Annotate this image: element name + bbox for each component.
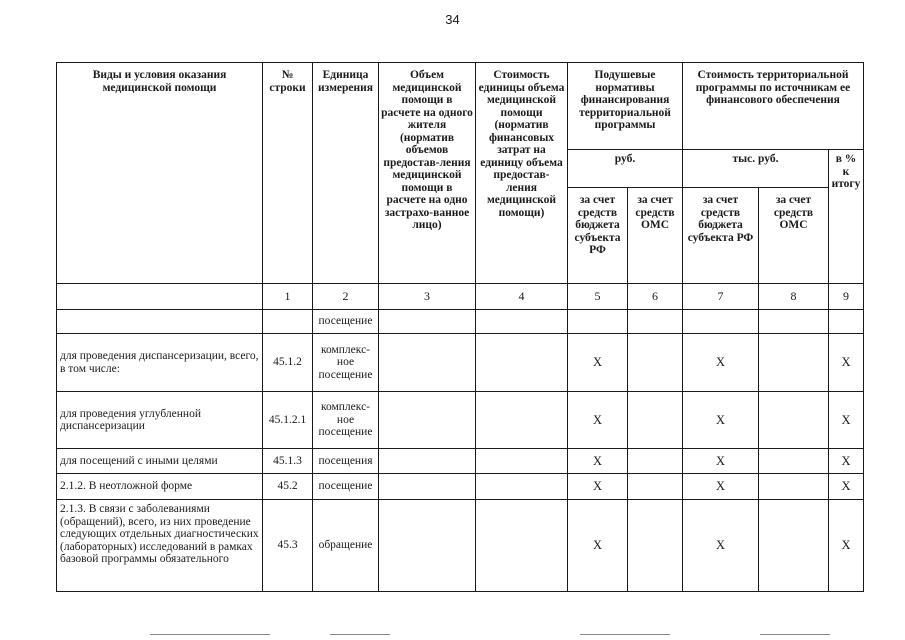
row-name: 2.1.2. В неотложной форме — [57, 474, 263, 500]
cell-cost-budget: Х — [683, 334, 759, 392]
cell-cost-budget: Х — [683, 474, 759, 500]
header-cost-oms: за счет средств ОМС — [759, 188, 829, 284]
header-territorial-cost: Стоимость территориальной программы по источникам ее финансового обеспечения — [683, 63, 864, 150]
scan-artifact-line — [580, 634, 670, 635]
header-per-capita-budget: за счет средств бюджета субъекта РФ — [568, 188, 628, 284]
cell-cost-budget — [683, 310, 759, 334]
medical-care-table — [56, 62, 864, 592]
column-number: 4 — [476, 284, 568, 310]
cell-cost-budget: Х — [683, 500, 759, 592]
cell-cost-oms — [759, 500, 829, 592]
cell-cost-oms — [759, 334, 829, 392]
cell-per-capita-oms — [628, 392, 683, 449]
row-unit: комплекс-ное посещение — [313, 334, 379, 392]
scan-artifact-line — [760, 634, 830, 635]
row-line-number: 45.3 — [263, 500, 313, 592]
cell-volume — [379, 334, 476, 392]
cell-unit-cost — [476, 334, 568, 392]
header-unit: Единица измерения — [313, 63, 379, 284]
cell-cost-oms — [759, 449, 829, 474]
cell-percent-total: Х — [829, 500, 864, 592]
column-number: 8 — [759, 284, 829, 310]
cell-per-capita-oms — [628, 310, 683, 334]
cell-cost-oms — [759, 310, 829, 334]
row-unit: посещение — [313, 474, 379, 500]
cell-per-capita-budget: Х — [568, 392, 628, 449]
header-line-number: № строки — [263, 63, 313, 284]
column-number: 1 — [263, 284, 313, 310]
row-line-number: 45.2 — [263, 474, 313, 500]
cell-cost-budget: Х — [683, 392, 759, 449]
cell-unit-cost — [476, 500, 568, 592]
column-number: 2 — [313, 284, 379, 310]
cell-unit-cost — [476, 392, 568, 449]
row-line-number: 45.1.3 — [263, 449, 313, 474]
cell-unit-cost — [476, 474, 568, 500]
cell-volume — [379, 474, 476, 500]
row-name: для проведения диспансеризации, всего, в том числе: — [57, 334, 263, 392]
cell-cost-oms — [759, 392, 829, 449]
header-thous-rub: тыс. руб. — [683, 150, 829, 188]
column-number: 6 — [628, 284, 683, 310]
column-number — [57, 284, 263, 310]
cell-per-capita-oms — [628, 474, 683, 500]
cell-per-capita-oms — [628, 500, 683, 592]
row-name — [57, 310, 263, 334]
cell-percent-total: Х — [829, 334, 864, 392]
row-line-number — [263, 310, 313, 334]
table-row — [57, 310, 864, 334]
row-unit: посещение — [313, 310, 379, 334]
cell-percent-total: Х — [829, 474, 864, 500]
row-line-number: 45.1.2 — [263, 334, 313, 392]
scan-artifact-line — [330, 634, 390, 635]
cell-per-capita-budget: Х — [568, 500, 628, 592]
column-number: 5 — [568, 284, 628, 310]
cell-per-capita-oms — [628, 334, 683, 392]
table-row — [57, 500, 864, 592]
table-row — [57, 392, 864, 449]
cell-per-capita-budget: Х — [568, 449, 628, 474]
cell-per-capita-budget: Х — [568, 474, 628, 500]
column-number: 9 — [829, 284, 864, 310]
cell-volume — [379, 310, 476, 334]
row-line-number: 45.1.2.1 — [263, 392, 313, 449]
column-number: 3 — [379, 284, 476, 310]
cell-volume — [379, 449, 476, 474]
cell-percent-total: Х — [829, 449, 864, 474]
cell-percent-total: Х — [829, 392, 864, 449]
table-row — [57, 474, 864, 500]
row-name: для посещений с иными целями — [57, 449, 263, 474]
cell-percent-total — [829, 310, 864, 334]
cell-cost-oms — [759, 474, 829, 500]
cell-unit-cost — [476, 449, 568, 474]
row-unit: посещения — [313, 449, 379, 474]
header-rub: руб. — [568, 150, 683, 188]
cell-unit-cost — [476, 310, 568, 334]
header-per-capita-oms: за счет средств ОМС — [628, 188, 683, 284]
cell-per-capita-budget: Х — [568, 334, 628, 392]
row-name: для проведения углубленной диспансеризации — [57, 392, 263, 449]
cell-volume — [379, 500, 476, 592]
header-unit-cost-norm: Стоимость единицы объема медицинской помощи (норматив финансовых затрат на единицу объема предостав-ления медицинской помощи) — [476, 63, 568, 284]
column-number-row — [57, 284, 864, 310]
row-name: 2.1.3. В связи с заболеваниями (обращений), всего, из них проведение следующих отдельных диагностических (лабораторных) исследований в рамках базовой программы обязательного — [57, 500, 263, 592]
cell-per-capita-oms — [628, 449, 683, 474]
table-row — [57, 449, 864, 474]
header-volume-norm: Объем медицинской помощи в расчете на одного жителя (норматив объемов предостав-ления медицинской помощи в расчете на одно застрахо-ванное лицо) — [379, 63, 476, 284]
page-number: 34 — [445, 12, 460, 27]
header-percent-total: в % к итогу — [829, 150, 864, 284]
cell-per-capita-budget — [568, 310, 628, 334]
header-per-capita-norms: Подушевые нормативы финансирования территориальной программы — [568, 63, 683, 150]
row-unit: обращение — [313, 500, 379, 592]
column-number: 7 — [683, 284, 759, 310]
header-cost-budget: за счет средств бюджета субъекта РФ — [683, 188, 759, 284]
header-care-types: Виды и условия оказания медицинской помощи — [57, 63, 263, 284]
scan-artifact-line — [150, 634, 270, 635]
table-row — [57, 334, 864, 392]
row-unit: комплекс-ное посещение — [313, 392, 379, 449]
cell-cost-budget: Х — [683, 449, 759, 474]
cell-volume — [379, 392, 476, 449]
